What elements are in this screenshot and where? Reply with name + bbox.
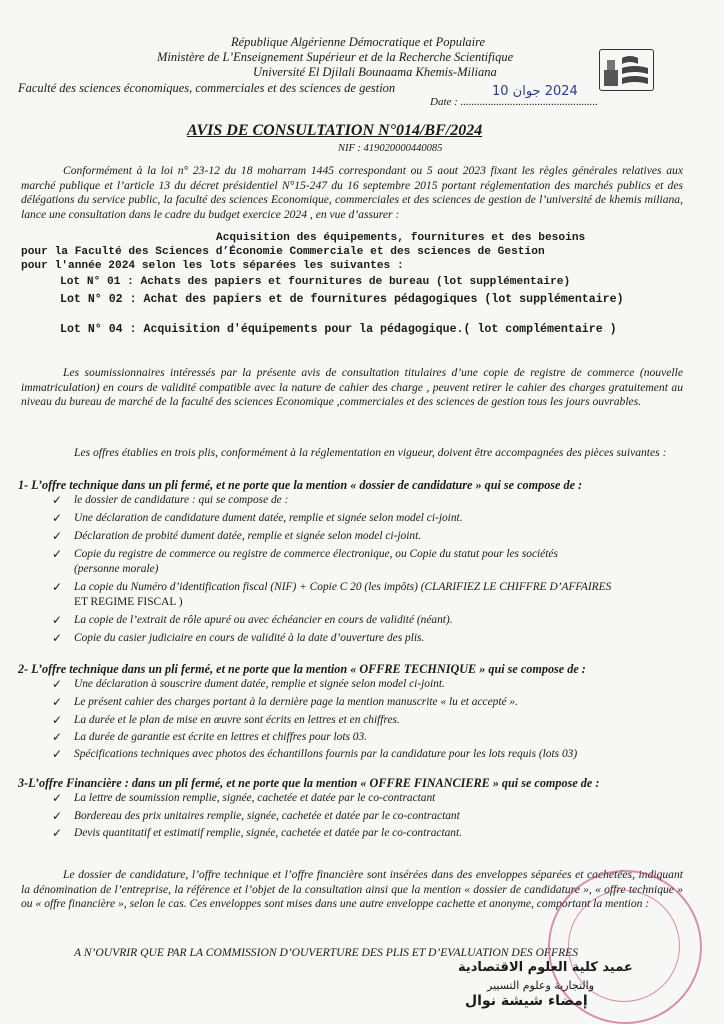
signature-name: إمضاء شيشة نوال bbox=[465, 993, 588, 1009]
check-icon: ✓ bbox=[52, 547, 63, 561]
item-text: La durée de garantie est écrite en lettres et chiffres pour lots 03. bbox=[74, 731, 368, 743]
item-text: Devis quantitatif et estimatif remplie, signée, cachetée et datée par le co-contractant. bbox=[74, 827, 463, 839]
item-text: La durée et le plan de mise en œuvre sont écrits en lettres et en chiffres. bbox=[74, 714, 400, 726]
item-text: La copie du Numéro d’identification fiscal (NIF) + Copie C 20 (les impôts) (CLARIFIEZ LE CHIFFRE D’AFFAIRES bbox=[74, 581, 612, 593]
item-text: Copie du casier judiciaire en cours de validité à la date d’ouverture des plis. bbox=[74, 632, 425, 644]
signature-title-2: والتجارية وعلوم التسيير bbox=[487, 979, 595, 992]
date-label: Date : .................................................. bbox=[430, 96, 599, 108]
item-text: le dossier de candidature : qui se compose de : bbox=[74, 494, 289, 506]
section-2-item-1 bbox=[52, 677, 445, 691]
lot-04: Lot N° 04 : Acquisition d'équipements pour la pédagogique.( lot complémentaire ) bbox=[60, 323, 617, 336]
item-text: Une déclaration de candidature dument datée, remplie et signée selon model ci-joint. bbox=[74, 512, 463, 524]
section-3-item-1 bbox=[52, 791, 436, 805]
nif-number: NIF : 419020000440085 bbox=[338, 143, 443, 154]
section-2-item-4 bbox=[52, 730, 368, 744]
section-2-title: 2- L’offre technique dans un pli fermé, et ne porte que la mention « OFFRE TECHNIQUE » qui se compose de : bbox=[18, 662, 586, 676]
lot-02: Lot N° 02 : Achat des papiers et de fournitures pédagogiques (lot supplémentaire) bbox=[60, 293, 624, 306]
header-line-university: Université El Djilali Bounaama Khemis-Miliana bbox=[253, 65, 497, 79]
check-icon: ✓ bbox=[52, 580, 63, 594]
check-icon: ✓ bbox=[52, 809, 63, 823]
section-1-item-3 bbox=[52, 529, 422, 543]
section-3-title: 3-L’offre Financière : dans un pli fermé, et ne porte que la mention « OFFRE FINANCIERE » qui se compose de : bbox=[18, 776, 600, 790]
header-line-faculty: Faculté des sciences économiques, commerciales et des sciences de gestion bbox=[18, 81, 396, 95]
item-text: Bordereau des prix unitaires remplie, signée, cachetée et datée par le co-contractant bbox=[74, 810, 460, 822]
lot-01: Lot N° 01 : Achats des papiers et fournitures de bureau (lot supplémentaire) bbox=[60, 276, 571, 288]
check-icon: ✓ bbox=[52, 826, 63, 840]
check-icon: ✓ bbox=[52, 677, 63, 691]
item-text: La lettre de soumission remplie, signée, cachetée et datée par le co-contractant bbox=[74, 792, 436, 804]
check-icon: ✓ bbox=[52, 791, 63, 805]
header-line-ministry: Ministère de L’Enseignement Supérieur et de la Recherche Scientifique bbox=[157, 50, 514, 64]
item-text: Déclaration de probité dument datée, remplie et signée selon model ci-joint. bbox=[74, 530, 422, 542]
section-2-item-2 bbox=[52, 695, 518, 709]
check-icon: ✓ bbox=[52, 493, 63, 507]
signature-title-1: عميد كلية العلوم الاقتصادية bbox=[458, 960, 633, 975]
offers-paragraph: Les offres établies en trois plis, conformément à la réglementation en vigueur, doivent être accompagnées des pièces suivantes : bbox=[74, 446, 667, 459]
check-icon: ✓ bbox=[52, 695, 63, 709]
item-text: La copie de l’extrait de rôle apuré ou avec échéancier en cours de validité (néant). bbox=[74, 614, 453, 626]
section-1-item-5-cont: ET REGIME FISCAL ) bbox=[74, 596, 183, 608]
item-text: Copie du registre de commerce ou registre de commerce électronique, ou Copie du statut pour les sociétés bbox=[74, 548, 558, 560]
header-line-republic: République Algérienne Démocratique et Populaire bbox=[231, 35, 486, 49]
bidders-paragraph: Les soumissionnaires intéressés par la présente avis de consultation titulaires d’une copie de registre de commerce (nouvelle immatriculation) en cours de validité compatible avec la nature de cahier des charge , peuvent retirer le cahier des charges gratuitement au niveau du bureau de marché de la faculté des sciences Economique ,commerciales et des sciences de gestion tous les jours ouvrables. bbox=[21, 366, 683, 409]
section-2-item-3 bbox=[52, 713, 400, 727]
item-text: Spécifications techniques avec photos des échantillons fournis par la candidature pour les lots requis (lots 03) bbox=[74, 748, 578, 760]
university-logo bbox=[599, 49, 654, 91]
section-1-item-5 bbox=[52, 580, 612, 594]
handwritten-date: 2024 جوان 10 bbox=[492, 84, 578, 99]
check-icon: ✓ bbox=[52, 730, 63, 744]
section-2-item-5 bbox=[52, 747, 578, 761]
item-text: Le présent cahier des charges portant à la dernière page la mention manuscrite « lu et accepté ». bbox=[74, 696, 518, 708]
check-icon: ✓ bbox=[52, 747, 63, 761]
section-1-item-4-cont: (personne morale) bbox=[74, 563, 159, 575]
envelopes-paragraph: Le dossier de candidature, l’offre technique et l’offre financière sont insérées dans des enveloppes séparées et cachetées, indiquant la dénomination de l’entreprise, la référence et l’objet de la consultation ainsi que la mention « dossier de candidature », « offre technique » ou « offre financière », selon le cas. Ces enveloppes sont mises dans une autre enveloppe cachette et anonyme, comportant la mention : bbox=[21, 868, 683, 911]
section-3-item-3 bbox=[52, 826, 463, 840]
check-icon: ✓ bbox=[52, 529, 63, 543]
check-icon: ✓ bbox=[52, 631, 63, 645]
section-1-title: 1- L’offre technique dans un pli fermé, et ne porte que la mention « dossier de candidature » qui se compose de : bbox=[18, 478, 583, 492]
object-line-2: pour la Faculté des Sciences d’Économie Commerciale et des sciences de Gestion bbox=[21, 246, 545, 258]
section-1-item-1 bbox=[52, 493, 289, 507]
object-line-3: pour l'année 2024 selon les lots séparées les suivantes : bbox=[21, 260, 404, 272]
section-1-item-6 bbox=[52, 613, 453, 627]
intro-paragraph: Conformément à la loi n° 23-12 du 18 moharram 1445 correspondant ou 5 aout 2023 fixant les règles générales relatives aux marché publique et l’article 13 du décret présidentiel N°15-247 du 16 septembre 2015 portant réglementation des marchés publics et des délégations du service public, la faculté des sciences Economique, commerciales et des sciences de gestion de l’université de khemis miliana, lance une consultation dans le cadre du budget exercice 2024 , en vue d’assurer : bbox=[21, 164, 683, 222]
footer-mention: A N’OUVRIR QUE PAR LA COMMISSION D’OUVERTURE DES PLIS ET D’EVALUATION DES OFFRES bbox=[74, 946, 579, 959]
check-icon: ✓ bbox=[52, 713, 63, 727]
section-1-item-4 bbox=[52, 547, 558, 561]
item-text: Une déclaration à souscrire dument datée, remplie et signée selon model ci-joint. bbox=[74, 678, 445, 690]
logo-graphic bbox=[600, 50, 653, 90]
section-1-item-7 bbox=[52, 631, 425, 645]
check-icon: ✓ bbox=[52, 511, 63, 525]
document-title: AVIS DE CONSULTATION N°014/BF/2024 bbox=[187, 122, 483, 139]
object-line-1: Acquisition des équipements, fournitures et des besoins bbox=[216, 232, 586, 244]
section-1-item-2 bbox=[52, 511, 463, 525]
check-icon: ✓ bbox=[52, 613, 63, 627]
section-3-item-2 bbox=[52, 809, 460, 823]
